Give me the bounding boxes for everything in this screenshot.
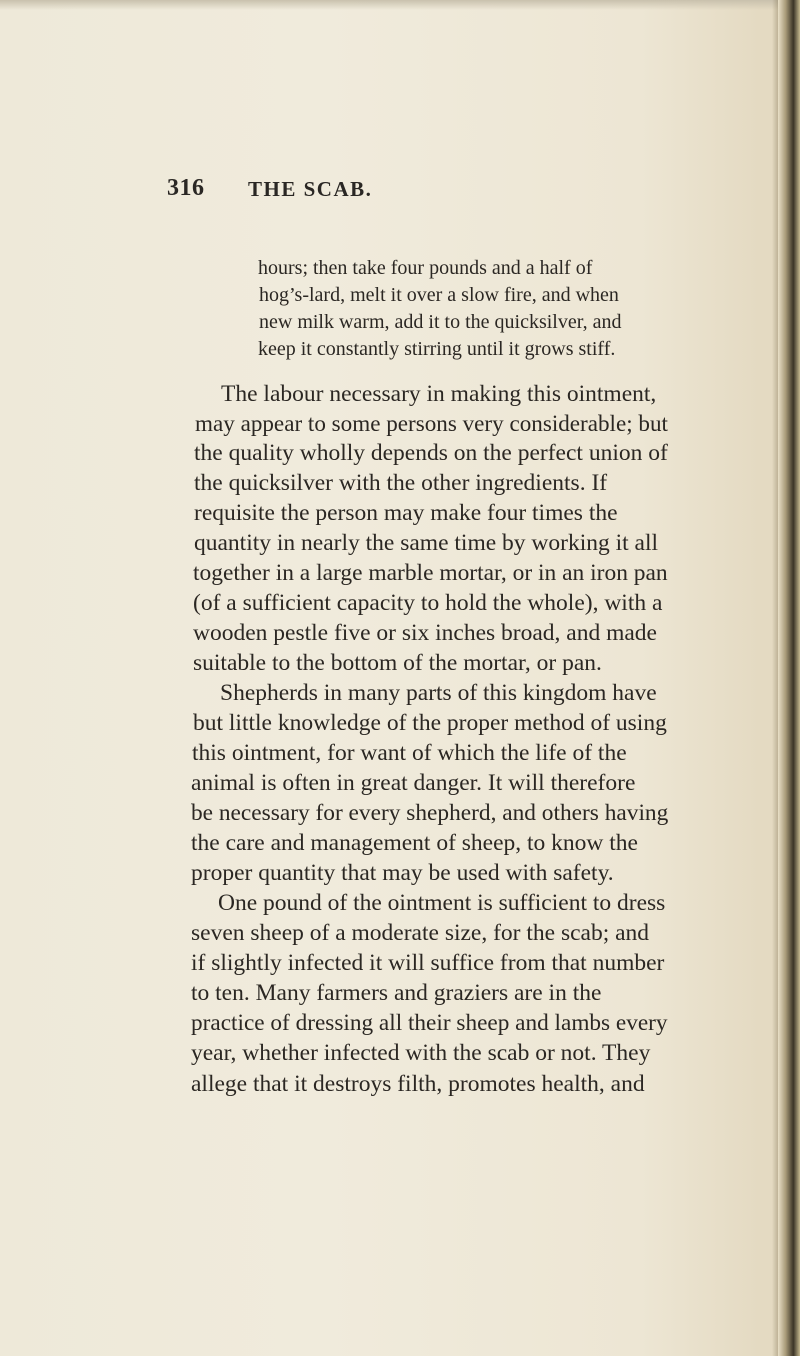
- text-line: requisite the person may make four times the: [194, 500, 618, 526]
- text-line: hog’s-lard, melt it over a slow fire, and when: [259, 284, 619, 306]
- text-line: the quality wholly depends on the perfect union of: [194, 440, 668, 466]
- text-line: (of a sufficient capacity to hold the whole), with a: [193, 590, 663, 616]
- text-line: animal is often in great danger. It will therefore: [191, 770, 636, 796]
- text-line: One pound of the ointment is sufficient to dress: [218, 890, 666, 916]
- text-line: Shepherds in many parts of this kingdom have: [220, 680, 657, 706]
- text-line: the care and management of sheep, to know the: [191, 830, 638, 856]
- text-line: allege that it destroys filth, promotes health, and: [191, 1071, 645, 1097]
- text-line: hours; then take four pounds and a half of: [258, 257, 593, 279]
- text-line: The labour necessary in making this ointment,: [221, 381, 657, 407]
- text-line: but little knowledge of the proper method of using: [193, 710, 667, 736]
- text-line: wooden pestle five or six inches broad, and made: [193, 620, 657, 646]
- text-line: practice of dressing all their sheep and lambs every: [191, 1010, 668, 1036]
- text-line: suitable to the bottom of the mortar, or pan.: [193, 650, 602, 676]
- text-line: year, whether infected with the scab or not. They: [191, 1040, 651, 1066]
- text-line: proper quantity that may be used with safety.: [191, 860, 614, 886]
- text-line: quantity in nearly the same time by working it all: [194, 530, 659, 556]
- page-title: THE SCAB.: [248, 177, 373, 201]
- text-line: may appear to some persons very considerable; but: [195, 411, 668, 437]
- text-line: to ten. Many farmers and graziers are in the: [191, 980, 602, 1006]
- text-line: this ointment, for want of which the life of the: [192, 740, 627, 766]
- text-line: the quicksilver with the other ingredients. If: [194, 470, 608, 496]
- text-line: together in a large marble mortar, or in an iron pan: [193, 560, 668, 586]
- text-line: be necessary for every shepherd, and others having: [191, 800, 669, 826]
- text-line: new milk warm, add it to the quicksilver, and: [259, 311, 622, 333]
- text-line: keep it constantly stirring until it grows stiff.: [258, 338, 616, 360]
- text-line: if slightly infected it will suffice from that number: [191, 950, 665, 976]
- page-number: 316: [167, 175, 205, 201]
- text-line: seven sheep of a moderate size, for the scab; and: [191, 920, 650, 946]
